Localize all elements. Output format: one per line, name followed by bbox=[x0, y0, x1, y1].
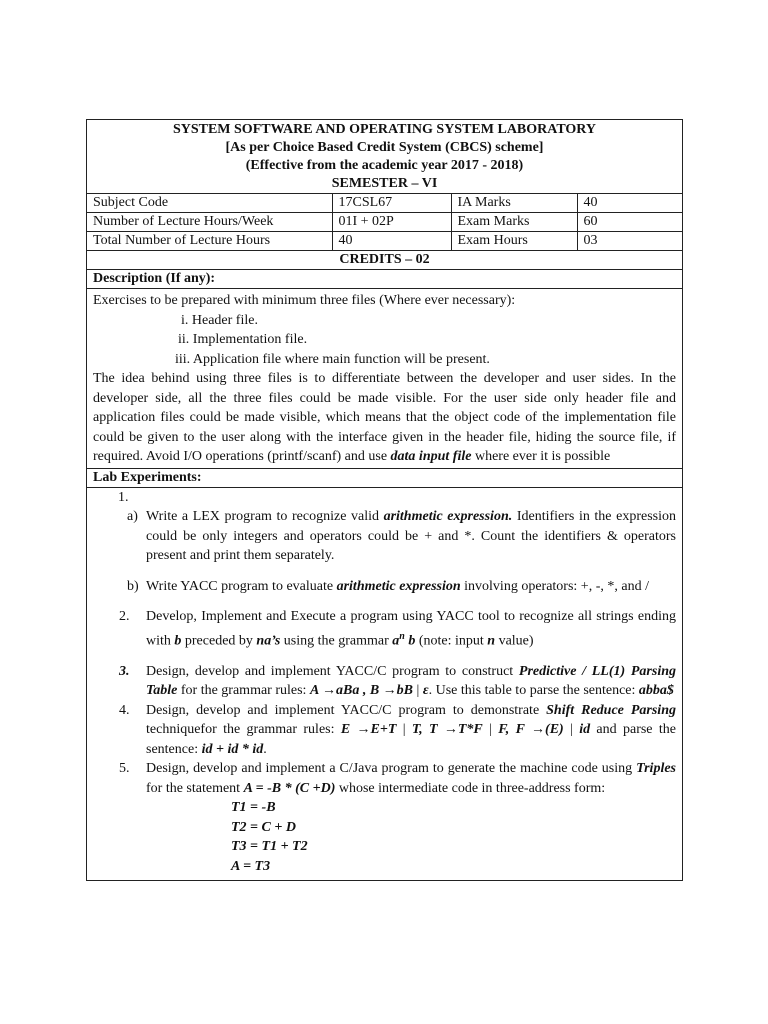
item-text: . bbox=[263, 741, 267, 757]
meta-value: 17CSL67 bbox=[332, 194, 451, 213]
experiment-1-number: 1. bbox=[118, 489, 129, 505]
three-address-code bbox=[93, 798, 676, 876]
experiment-5 bbox=[93, 759, 676, 798]
lab-experiments-heading: Lab Experiments: bbox=[87, 468, 682, 487]
list-item: i. Header file. bbox=[181, 312, 258, 328]
item-text: Design, develop and implement a C/Java program to generate the machine code using bbox=[146, 761, 637, 777]
item-text: Design, develop and implement YACC/C program to demonstrate bbox=[146, 702, 547, 718]
meta-value: 03 bbox=[577, 232, 682, 251]
emphasis-text: F, F →(E) bbox=[498, 722, 564, 738]
semester-line: SEMESTER – VI bbox=[331, 176, 438, 191]
lab-experiments-list bbox=[87, 487, 682, 881]
emphasis-text: a bbox=[392, 633, 400, 649]
code-line: T3 = T1 + T2 bbox=[231, 839, 308, 855]
item-letter: b) bbox=[127, 578, 139, 594]
item-text: involving operators: +, -, *, and / bbox=[460, 578, 649, 594]
item-text: Write YACC program to evaluate bbox=[146, 578, 337, 594]
item-text: | bbox=[563, 722, 580, 738]
experiment-3 bbox=[93, 662, 676, 701]
list-item: iii. Application file where main function will be present. bbox=[175, 351, 490, 367]
list-item: ii. Implementation file. bbox=[178, 332, 308, 347]
item-number: 5. bbox=[119, 761, 130, 777]
superscript-text: n bbox=[399, 630, 405, 642]
experiment-4 bbox=[93, 701, 676, 760]
item-number: 2. bbox=[119, 609, 130, 624]
table-row bbox=[87, 232, 682, 251]
experiment-1b bbox=[93, 577, 676, 597]
course-meta-table bbox=[87, 193, 682, 250]
emphasis-text: n bbox=[487, 633, 496, 649]
item-number: 4. bbox=[119, 702, 130, 718]
meta-label: Exam Hours bbox=[451, 232, 577, 251]
code-line: T2 = C + D bbox=[231, 819, 296, 835]
experiment-2 bbox=[93, 607, 676, 651]
meta-label: Total Number of Lecture Hours bbox=[87, 232, 332, 251]
item-text: | bbox=[396, 722, 412, 738]
item-text: | bbox=[482, 722, 499, 738]
item-text: using the grammar bbox=[280, 633, 393, 649]
emphasis-text: ε bbox=[422, 683, 429, 699]
document-header bbox=[87, 120, 682, 193]
description-body bbox=[87, 288, 682, 468]
paragraph-text: where ever it is possible bbox=[471, 449, 611, 464]
code-line: T1 = -B bbox=[231, 800, 276, 816]
meta-label: Subject Code bbox=[87, 194, 332, 213]
syllabus-document bbox=[86, 119, 683, 881]
item-text: value) bbox=[495, 633, 534, 649]
item-number: 3. bbox=[119, 663, 130, 679]
meta-value: 60 bbox=[577, 213, 682, 232]
table-row bbox=[87, 213, 682, 232]
emphasis-text: id + id * id bbox=[201, 741, 264, 757]
emphasis-text: E →E+T bbox=[340, 722, 397, 738]
description-heading: Description (If any): bbox=[87, 269, 682, 288]
emphasis-text: arithmetic expression. bbox=[383, 509, 513, 524]
emphasis-text: na’s bbox=[256, 633, 281, 649]
item-letter: a) bbox=[127, 509, 138, 524]
item-text: whose intermediate code in three-address form: bbox=[335, 780, 606, 796]
meta-label: Number of Lecture Hours/Week bbox=[87, 213, 332, 232]
meta-value: 40 bbox=[332, 232, 451, 251]
emphasis-text: A = -B * (C +D) bbox=[243, 780, 336, 796]
item-text: for the grammar rules: bbox=[177, 683, 310, 699]
course-title: SYSTEM SOFTWARE AND OPERATING SYSTEM LABORATORY bbox=[172, 122, 597, 137]
effective-year-line: (Effective from the academic year 2017 - 2018) bbox=[245, 158, 524, 173]
emphasis-text: b bbox=[404, 633, 416, 649]
item-text: Design, develop and implement YACC/C program to construct bbox=[146, 663, 519, 679]
code-line: A = T3 bbox=[231, 858, 271, 874]
item-text: (note: input bbox=[415, 633, 488, 649]
cbcs-scheme-line: [As per Choice Based Credit System (CBCS) scheme] bbox=[225, 140, 544, 155]
experiment-1a bbox=[93, 507, 676, 566]
description-paragraph bbox=[93, 369, 676, 467]
paragraph-text: The idea behind using three files is to differentiate between the developer and user sides. In the developer side, all the three files could be made visible. For the user side only header file and application files could be made visible, which means that the object code of the implementation file could be given to the user along with the interface given in the header file, hiding the source file, if required. Avoid I/O operations (printf/scanf) and use bbox=[93, 371, 676, 464]
meta-value: 01I + 02P bbox=[332, 213, 451, 232]
emphasis-text: abba$ bbox=[638, 683, 674, 699]
item-text: techniquefor the grammar rules: bbox=[146, 722, 341, 738]
item-text: | bbox=[413, 683, 423, 699]
meta-label: IA Marks bbox=[451, 194, 577, 213]
emphasis-text: T, T →T*F bbox=[411, 722, 483, 738]
table-row bbox=[87, 194, 682, 213]
emphasis-text: id bbox=[579, 722, 591, 738]
item-text: . Use this table to parse the sentence: bbox=[428, 683, 639, 699]
emphasis-text: A →aBa , B →bB bbox=[309, 683, 414, 699]
item-text: Write a LEX program to recognize valid bbox=[146, 509, 384, 524]
emphasis-text: arithmetic expression bbox=[336, 578, 461, 594]
credits-line: CREDITS – 02 bbox=[87, 250, 682, 269]
emphasis-text: data input file bbox=[390, 449, 472, 464]
emphasis-text: Shift Reduce Parsing bbox=[546, 702, 676, 718]
meta-value: 40 bbox=[577, 194, 682, 213]
item-text: Identifiers in the expression could be only integers and operators could be + and *. Count the identifiers & operators present and print them separately. bbox=[146, 509, 676, 563]
emphasis-text: Predictive / LL(1) Parsing Table bbox=[146, 663, 676, 699]
item-text: and parse the sentence: bbox=[146, 722, 676, 757]
item-text: for the statement bbox=[146, 780, 244, 796]
description-intro: Exercises to be prepared with minimum three files (Where ever necessary): bbox=[93, 293, 516, 308]
item-text: preceded by bbox=[181, 633, 257, 649]
emphasis-text: Triples bbox=[636, 761, 676, 777]
item-text: Develop, Implement and Execute a program using YACC tool to recognize all strings ending with bbox=[146, 609, 676, 649]
meta-label: Exam Marks bbox=[451, 213, 577, 232]
emphasis-text: b bbox=[174, 633, 182, 649]
